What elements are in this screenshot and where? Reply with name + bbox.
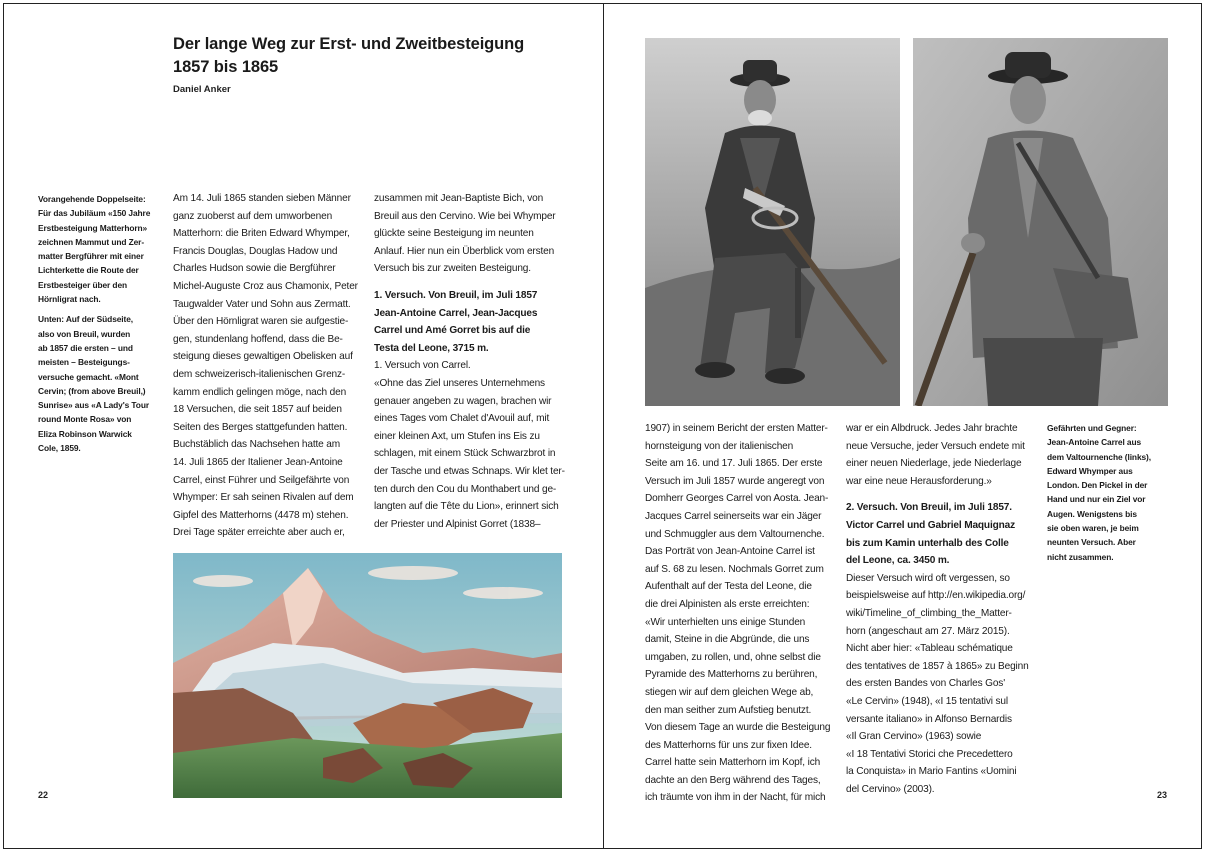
text-line: «Le Cervin» (1948), «I 15 tentativi sul <box>846 695 1008 707</box>
text-line: «I 18 Tentativi Storici che Precedettero <box>846 748 1013 760</box>
caption-line: Cervin; (from above Breuil,) <box>38 385 146 396</box>
caption-line: also von Breuil, wurden <box>38 328 131 339</box>
heading-line: 2. Versuch. Von Breuil, im Juli 1857. <box>846 502 1012 514</box>
text-line: war eine neue Herausforderung.» <box>846 475 992 487</box>
text-line: Anlauf. Hier nun ein Überblick vom ersten <box>374 245 555 257</box>
caption-line: sie oben waren, je beim <box>1047 523 1139 534</box>
caption-line: Unten: Auf der Südseite, <box>38 314 134 325</box>
text-line: auf S. 68 zu lesen. Nochmals Gorret zum <box>645 563 824 575</box>
text-line: Drei Tage später erreichte aber auch er, <box>173 527 345 539</box>
heading-line: bis zum Kamin unterhalb des Colle <box>846 537 1009 549</box>
right-caption <box>1047 421 1177 564</box>
caption-line: ab 1857 die ersten – und <box>38 342 133 353</box>
column-4-intro <box>846 420 1041 490</box>
photo-carrel-portrait <box>645 38 900 406</box>
text-line: Michel-Auguste Croz aus Chamonix, Peter <box>173 280 358 292</box>
text-line: war er ein Albdruck. Jedes Jahr brachte <box>846 423 1018 434</box>
caption-line: Eliza Robinson Warwick <box>38 428 132 439</box>
caption-paragraph-2 <box>38 312 168 455</box>
caption-line: Gefährten und Gegner: <box>1047 423 1137 433</box>
article-author: Daniel Anker <box>173 84 231 95</box>
text-line: Buchstäblich das Nachsehen hatte am <box>173 439 341 451</box>
text-line: Matterhorn: die Briten Edward Whymper, <box>173 228 350 240</box>
caption-line: neunten Versuch. Aber <box>1047 537 1136 548</box>
text-line: den man seither zum Aufstieg benutzt. <box>645 704 812 716</box>
text-line: einer kleinen Axt, um Stufen ins Eis zu <box>374 430 540 442</box>
text-line: steigung dieses gewaltigen Obelisken auf <box>173 351 353 363</box>
text-line: neue Versuche, jeder Versuch endete mit <box>846 440 1025 452</box>
text-line: des Matterhorns für uns zur fixen Idee. <box>645 739 812 751</box>
text-line: Über den Hörnligrat waren sie aufgestie- <box>173 316 349 328</box>
text-line: einer neuen Niederlage, jede Niederlage <box>846 458 1022 470</box>
text-line: Aufenthalt auf der Testa del Leone, die <box>645 581 812 593</box>
text-line: Das Porträt von Jean-Antoine Carrel ist <box>645 546 815 558</box>
text-line: wiki/Timeline_of_climbing_the_Matter- <box>846 607 1012 619</box>
text-line: beispielsweise auf http://en.wikipedia.org/ <box>846 590 1026 602</box>
text-line: hornsteigung von der italienischen <box>645 440 794 452</box>
caption-line: dem Valtournenche (links), <box>1047 451 1151 462</box>
caption-line: Vorangehende Doppelseite: <box>38 194 146 204</box>
caption-line: Hörnligrat nach. <box>38 294 101 305</box>
text-line: genauer angeben zu wagen, brachen wir <box>374 395 552 407</box>
heading-line: Jean-Antoine Carrel, Jean-Jacques <box>374 307 538 319</box>
text-line: versante italiano» in Alfonso Bernardis <box>846 713 1012 725</box>
title-line-1: Der lange Weg zur Erst- und Zweitbesteigung <box>173 35 525 53</box>
attempt-2-body <box>846 570 1041 799</box>
text-line: der Priester und Alpinist Gorret (1838– <box>374 518 541 530</box>
text-line: glückte seine Besteigung im neunten <box>374 228 534 240</box>
caption-line: matter Bergführer mit einer <box>38 251 144 262</box>
text-line: Breuil aus den Cervino. Wie bei Whymper <box>374 210 556 222</box>
text-line: dem schweizerisch-italienischen Grenz- <box>173 368 346 380</box>
text-line: Francis Douglas, Douglas Hadow und <box>173 245 338 257</box>
text-line: Versuch bis zur zweiten Besteigung. <box>374 263 531 275</box>
page-number-left: 22 <box>38 790 49 800</box>
text-line: Whymper: Er sah seinen Rivalen auf dem <box>173 492 354 504</box>
caption-line: meisten – Besteigungs- <box>38 357 130 368</box>
text-line: schlagen, mit einem Stück Schwarzbrot in <box>374 448 556 460</box>
text-line: Pyramide des Matterhorns zu berühren, <box>645 669 818 681</box>
text-line: langten auf die Tête du Lion», erinnert sich <box>374 501 559 513</box>
text-line: 1907) in seinem Bericht der ersten Matter- <box>645 423 828 434</box>
caption-line: London. Den Pickel in der <box>1047 480 1148 491</box>
text-line: stiegen wir auf dem gleichen Wege ab, <box>645 686 814 698</box>
text-line: ich träumte von ihm in der Nacht, für mich <box>645 792 826 804</box>
text-line: Taugwalder Vater und Sohn aus Zermatt. <box>173 298 351 310</box>
text-line: Von diesem Tage an wurde die Besteigung <box>645 722 831 734</box>
text-line: eines Tages vom Chalet d'Avouil auf, mit <box>374 413 550 425</box>
caption-line: versuche gemacht. «Mont <box>38 371 139 382</box>
caption-paragraph-1 <box>38 192 168 306</box>
text-line: und Schmuggler aus dem Valtournenche. <box>645 528 825 540</box>
page-gutter <box>603 3 604 849</box>
text-line: des ersten Bandes von Charles Gos' <box>846 678 1005 690</box>
text-line: Carrel hatte sein Matterhorn im Kopf, ich <box>645 757 821 769</box>
text-line: ganz zuoberst auf dem umworbenen <box>173 210 333 222</box>
text-line: horn (angeschaut am 27. März 2015). <box>846 625 1010 637</box>
text-line: Versuch im Juli 1857 wurde angeregt von <box>645 475 825 487</box>
text-line: Gipfel des Matterhorns (4478 m) stehen. <box>173 509 349 521</box>
text-line: «Ohne das Ziel unseres Unternehmens <box>374 377 545 389</box>
heading-line: Victor Carrel und Gabriel Maquignaz <box>846 519 1015 531</box>
text-line: Am 14. Juli 1865 standen sieben Männer <box>173 193 351 204</box>
text-line: «Wir unterhielten uns einige Stunden <box>645 616 806 628</box>
caption-line: zeichnen Mammut und Zer- <box>38 236 145 247</box>
text-line: Jacques Carrel seinerseits war ein Jäger <box>645 510 822 522</box>
text-line: des tentatives de 1857 à 1865» zu Beginn <box>846 660 1029 672</box>
text-line: Carrel, einst Führer und Seilgefährte von <box>173 474 350 486</box>
text-column-1 <box>173 190 363 542</box>
title-line-2: 1857 bis 1865 <box>173 58 279 76</box>
text-line: 14. Juli 1865 der Italiener Jean-Antoine <box>173 456 343 468</box>
heading-line: Testa del Leone, 3715 m. <box>374 342 489 354</box>
text-line: zusammen mit Jean-Baptiste Bich, von <box>374 193 544 204</box>
text-line: Nicht aber hier: «Tableau schématique <box>846 643 1013 655</box>
text-column-3 <box>645 420 840 807</box>
caption-line: Erstbesteigung Matterhorn» <box>38 222 148 233</box>
caption-line: Lichterkette die Route der <box>38 265 139 276</box>
left-caption <box>38 192 168 455</box>
matterhorn-painting <box>173 553 562 798</box>
page-number-right: 23 <box>1157 790 1168 800</box>
caption-line: nicht zusammen. <box>1047 551 1114 562</box>
attempt-1-body <box>374 357 569 533</box>
caption-line: Augen. Wenigstens bis <box>1047 508 1137 519</box>
text-line: kamm endlich gelingen möge, nach den <box>173 386 347 398</box>
column-2-intro <box>374 190 569 278</box>
heading-line: 1. Versuch. Von Breuil, im Juli 1857 <box>374 289 538 301</box>
text-column-2 <box>374 190 569 533</box>
text-line: damit, Steine in die Abgründe, die uns <box>645 634 810 646</box>
photo-whymper-portrait <box>913 38 1168 406</box>
caption-line: Edward Whymper aus <box>1047 465 1133 476</box>
text-line: 18 Versuchen, die seit 1857 auf beiden <box>173 404 342 416</box>
caption-line: Hand und nur ein Ziel vor <box>1047 494 1146 505</box>
text-line: dachte an den Berg während des Tages, <box>645 774 821 786</box>
text-line: der Tasche und etwas Schnaps. Wir klet ter- <box>374 465 565 477</box>
text-line: del Cervino» (2003). <box>846 783 935 795</box>
caption-line: Cole, 1859. <box>38 443 81 454</box>
text-line: Domherr Georges Carrel von Aosta. Jean- <box>645 493 829 505</box>
text-line: «Il Gran Cervino» (1963) sowie <box>846 731 982 743</box>
text-line: gen, stundenlang hoffend, dass die Be- <box>173 333 343 345</box>
text-line: die drei Alpinisten als erste erreichten: <box>645 598 810 610</box>
caption-line: Sunrise» aus «A Lady's Tour <box>38 400 149 411</box>
attempt-2-heading <box>846 499 1041 569</box>
caption-line: Für das Jubiläum «150 Jahre <box>38 208 151 219</box>
text-line: umgaben, zu rollen, und, ohne selbst die <box>645 651 821 663</box>
text-line: la Conquista» in Mario Fantins «Uomini <box>846 766 1017 778</box>
text-line: ten durch den Cou du Monthabert und ge- <box>374 483 557 495</box>
text-line: Seiten des Berges stattgefunden hatten. <box>173 421 348 433</box>
text-line: Seite am 16. und 17. Juli 1865. Der erste <box>645 458 823 470</box>
caption-line: Erstbesteiger über den <box>38 279 128 290</box>
text-line: Charles Hudson sowie die Bergführer <box>173 263 336 275</box>
attempt-1-heading <box>374 287 569 357</box>
heading-line: Carrel und Amé Gorret bis auf die <box>374 325 531 337</box>
caption-line: Jean-Antoine Carrel aus <box>1047 437 1142 448</box>
text-column-4 <box>846 420 1041 798</box>
article-title <box>173 33 593 79</box>
text-line: 1. Versuch von Carrel. <box>374 360 471 372</box>
text-line: Dieser Versuch wird oft vergessen, so <box>846 572 1010 584</box>
caption-line: round Monte Rosa» von <box>38 414 132 425</box>
heading-line: del Leone, ca. 3450 m. <box>846 555 950 567</box>
